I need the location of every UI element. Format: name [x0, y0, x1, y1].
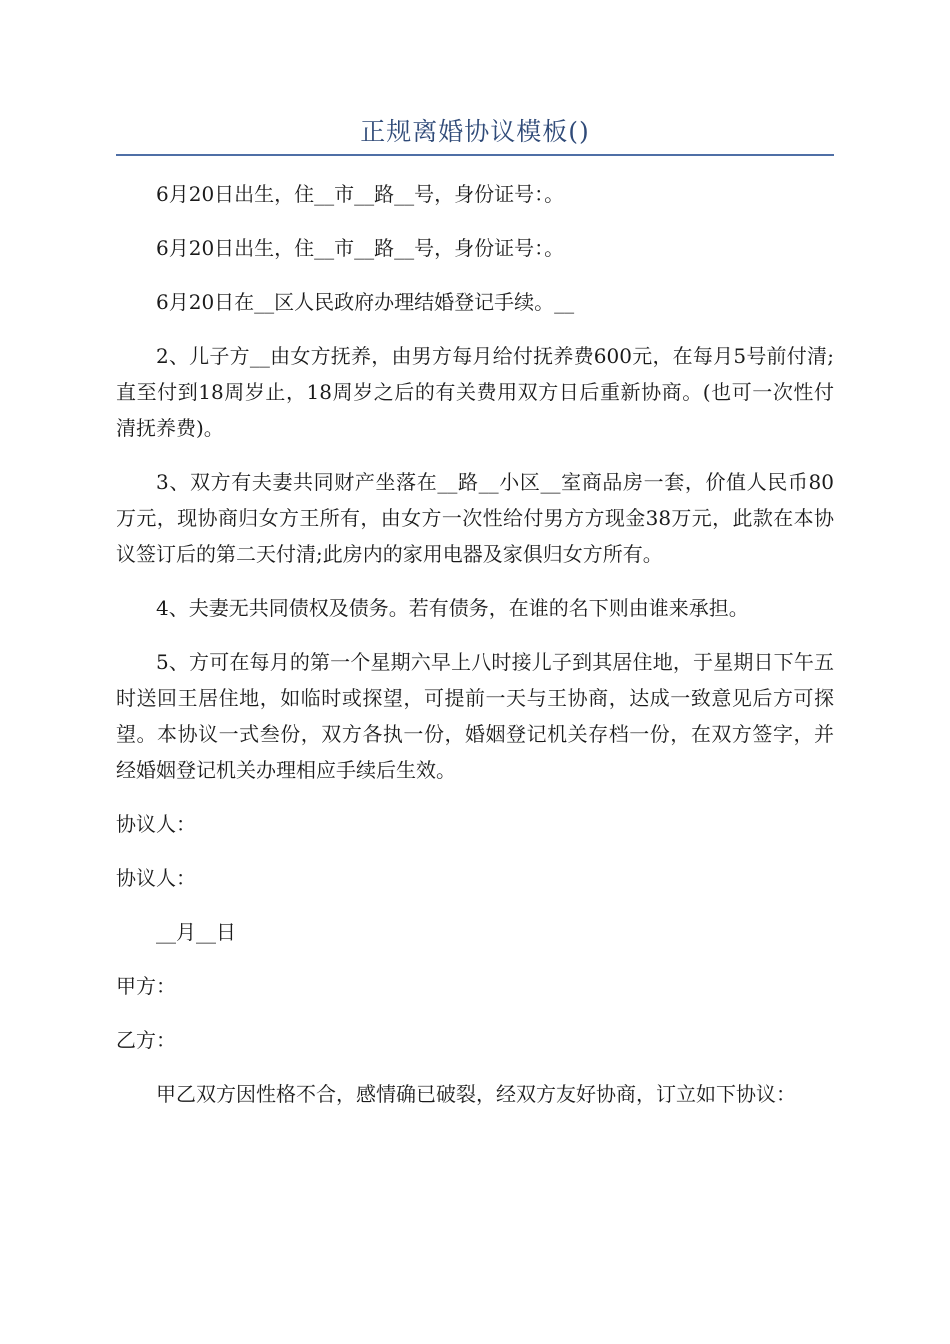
- party-a-line: 甲方：: [116, 974, 176, 998]
- paragraph-clause-5: 5、方可在每月的第一个星期六早上八时接儿子到其居住地，于星期日下午五时送回王居住地，如临时或探望，可提前一天与王协商，达成一致意见后方可探望。本协议一式叁份，双方各执一份，婚姻登记机关存档一份，在双方签字，并经婚姻登记机关办理相应手续后生效。: [116, 650, 834, 782]
- document-title: 正规离婚协议模板(): [360, 117, 590, 146]
- signatory-line-2: 协议人：: [116, 866, 196, 890]
- paragraph-preamble: 甲乙双方因性格不合，感情确已破裂，经双方友好协商，订立如下协议：: [156, 1082, 796, 1106]
- paragraph-birth-2: 6月20日出生，住__市__路__号，身份证号：。: [156, 236, 565, 260]
- signatory-line-1: 协议人：: [116, 812, 196, 836]
- paragraph-clause-2: 2、儿子方__由女方抚养，由男方每月给付抚养费600元，在每月5号前付清;直至付到18周岁止，18周岁之后的有关费用双方日后重新协商。(也可一次性付清抚养费)。: [116, 344, 834, 440]
- paragraph-clause-3: 3、双方有夫妻共同财产坐落在__路__小区__室商品房一套，价值人民币80万元，现协商归女方王所有，由女方一次性给付男方方现金38万元，此款在本协议签订后的第二天付清;此房内的家用电器及家俱归女方所有。: [116, 470, 834, 566]
- paragraph-clause-4: 4、夫妻无共同债权及债务。若有债务，在谁的名下则由谁来承担。: [156, 596, 749, 620]
- party-b-line: 乙方：: [116, 1028, 176, 1052]
- date-line: __月__日: [156, 920, 236, 944]
- paragraph-marriage-registration: 6月20日在__区人民政府办理结婚登记手续。__: [156, 290, 575, 314]
- document-body: [116, 176, 834, 1130]
- paragraph-birth-1: 6月20日出生，住__市__路__号，身份证号：。: [156, 182, 565, 206]
- title-underline: [116, 154, 834, 156]
